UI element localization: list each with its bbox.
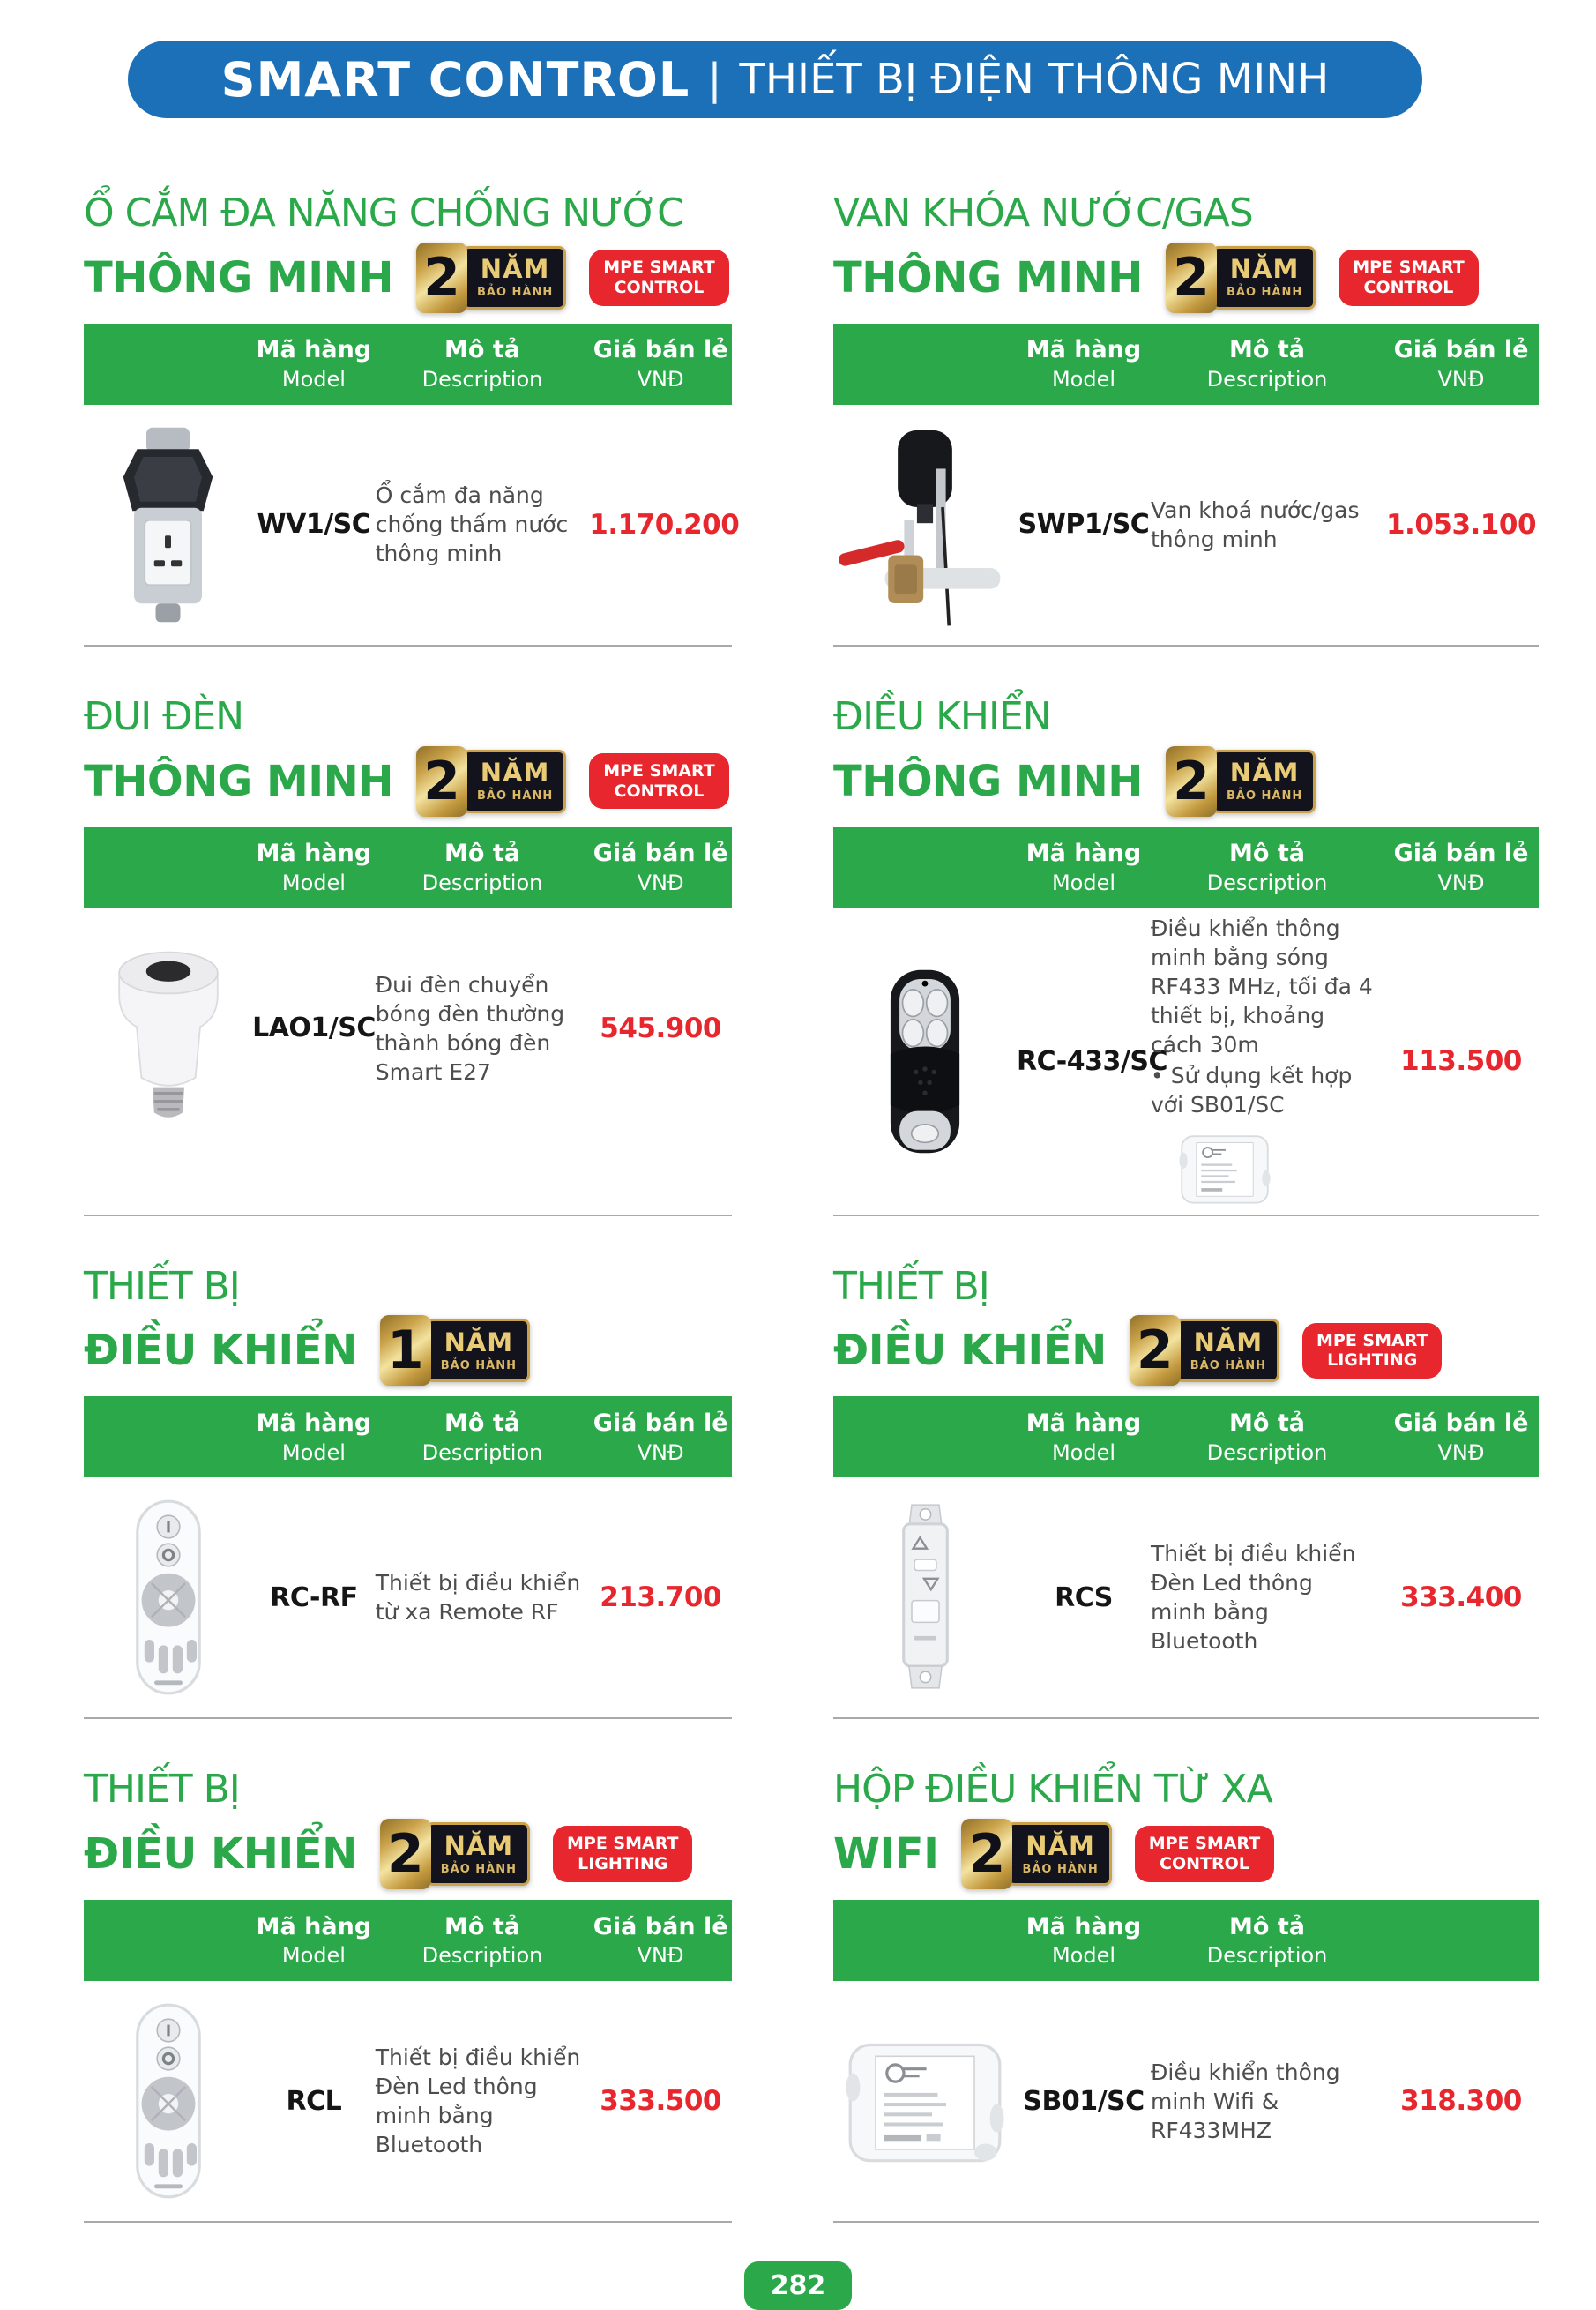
product-price: 318.300 <box>1400 2085 1522 2118</box>
section-title <box>833 694 1539 819</box>
section-divider <box>84 2221 732 2223</box>
product-row <box>84 1981 732 2221</box>
section-title-line1: THIẾT BỊ <box>84 1767 240 1813</box>
section-title-line2: ĐIỀU KHIỂN <box>84 1326 357 1376</box>
section-title <box>833 1264 1539 1388</box>
table-header: Mã hàng Model Mô tả Description Giá bán lẻ VNĐ <box>833 1396 1539 1477</box>
section-title <box>833 191 1539 315</box>
product-price: 1.053.100 <box>1385 508 1537 541</box>
section-title-line1: Ổ CẮM ĐA NĂNG CHỐNG NƯỚC <box>84 191 683 235</box>
mpe-smart-control-badge: MPE SMART CONTROL <box>1135 1826 1274 1882</box>
product-price: 333.400 <box>1400 1581 1522 1614</box>
section-title-line1: VAN KHÓA NƯỚC/GAS <box>833 191 1253 235</box>
section-smart-remote-rf433 <box>833 694 1539 1216</box>
table-header: Mã hàng Model Mô tả Description Giá bán lẻ VNĐ <box>833 827 1539 908</box>
section-title <box>833 1767 1539 1891</box>
product-model: RCS <box>1055 1581 1113 1613</box>
product-image-sb01sc <box>833 2023 1017 2179</box>
section-title <box>84 694 732 819</box>
section-divider <box>833 1717 1539 1719</box>
page-number-badge: 282 <box>744 2261 853 2310</box>
section-control-device-rcl <box>84 1767 732 2223</box>
product-model: SB01/SC <box>1023 2085 1145 2117</box>
section-title-line1: ĐIỀU KHIỂN <box>833 693 1051 739</box>
product-model: LAO1/SC <box>252 1013 376 1044</box>
section-title-line2: ĐIỀU KHIỂN <box>833 1326 1107 1376</box>
mpe-smart-control-badge: MPE SMART CONTROL <box>589 250 728 306</box>
product-row <box>833 405 1539 645</box>
section-title <box>84 1767 732 1891</box>
product-description: Thiết bị điều khiển từ xa Remote RF <box>375 1570 581 1626</box>
table-header: Mã hàng Model Mô tả Description Giá bán lẻ VNĐ <box>84 1900 732 1981</box>
product-description: Điều khiển thông minh Wifi & RF433MHZ <box>1151 2059 1340 2143</box>
table-header: Mã hàng Model Mô tả Description Giá bán lẻ VNĐ <box>84 827 732 908</box>
section-title-line1: ĐUI ĐÈN <box>84 693 244 739</box>
mpe-smart-control-badge: MPE SMART CONTROL <box>1339 250 1478 306</box>
section-control-device-rc-rf <box>84 1264 732 1720</box>
product-description: Thiết bị điều khiển Đèn Led thông minh bằng Bluetooth <box>1151 1541 1356 1655</box>
product-description: Van khoá nước/gas thông minh <box>1151 497 1360 552</box>
product-row <box>84 908 732 1148</box>
section-title-line2: THÔNG MINH <box>84 252 393 303</box>
catalog-grid <box>84 191 1539 2223</box>
product-row <box>84 405 740 645</box>
section-title <box>84 1264 732 1388</box>
product-model: SWP1/SC <box>1018 509 1150 541</box>
warranty-badge: 1 NĂM BẢO HÀNH <box>380 1315 530 1386</box>
banner-divider: | <box>707 55 722 104</box>
warranty-badge: 2 NĂM BẢO HÀNH <box>380 1819 530 1889</box>
mpe-smart-control-badge: MPE SMART CONTROL <box>589 753 728 810</box>
product-image-sb01sc-small <box>1172 1128 1375 1209</box>
product-model: RC-RF <box>270 1581 358 1613</box>
section-title-line1: HỘP ĐIỀU KHIỂN TỪ XA <box>833 1767 1272 1813</box>
product-model: RCL <box>286 2085 342 2117</box>
warranty-badge: 2 NĂM BẢO HÀNH <box>1130 1315 1279 1386</box>
warranty-badge: 2 NĂM BẢO HÀNH <box>416 746 566 817</box>
product-image-lao1sc <box>84 925 252 1132</box>
mpe-smart-lighting-badge: MPE SMART LIGHTING <box>553 1826 692 1882</box>
section-smart-socket <box>84 191 740 647</box>
section-title-line2: THÔNG MINH <box>84 756 393 806</box>
product-description: Đui đèn chuyển bóng đèn thường thành bóng đèn Smart E27 <box>375 971 565 1085</box>
product-image-rc-rf <box>84 1499 252 1696</box>
product-price: 545.900 <box>600 1012 721 1044</box>
warranty-badge: 2 NĂM BẢO HÀNH <box>1166 243 1316 313</box>
product-description: Điều khiển thông minh bằng sóng RF433 MHz, tối đa 4 thiết bị, khoảng cách 30m • Sử dụng kết hợp với SB01/SC <box>1151 914 1383 1209</box>
product-image-swp1sc <box>833 421 1017 629</box>
product-row <box>833 1981 1539 2221</box>
banner-title-bold: SMART CONTROL <box>220 51 690 108</box>
section-control-device-rcs <box>833 1264 1539 1720</box>
mpe-smart-lighting-badge: MPE SMART LIGHTING <box>1302 1323 1442 1379</box>
product-row <box>833 1477 1539 1717</box>
table-header: Mã hàng Model Mô tả Description <box>833 1900 1539 1981</box>
product-model: WV1/SC <box>257 509 371 541</box>
section-divider <box>84 645 732 647</box>
section-title-line2: WIFI <box>833 1829 939 1880</box>
product-description: Ổ cắm đa năng chống thấm nước thông minh <box>375 482 569 567</box>
product-image-wv1sc <box>84 424 252 625</box>
section-wifi-control-box <box>833 1767 1539 2223</box>
section-divider <box>833 1215 1539 1216</box>
warranty-badge: 2 NĂM BẢO HÀNH <box>416 243 566 313</box>
product-row <box>833 908 1539 1215</box>
section-smart-lamp-holder <box>84 694 732 1216</box>
product-price: 1.170.200 <box>589 508 740 541</box>
product-model: RC-433/SC <box>1017 1045 1167 1077</box>
section-title-line2: THÔNG MINH <box>833 252 1143 303</box>
section-divider <box>84 1717 732 1719</box>
warranty-badge: 2 NĂM BẢO HÀNH <box>961 1819 1111 1889</box>
section-divider <box>833 645 1539 647</box>
product-image-rcs <box>833 1502 1017 1693</box>
section-title-line1: THIẾT BỊ <box>833 1263 989 1309</box>
table-header: Mã hàng Model Mô tả Description Giá bán lẻ VNĐ <box>833 324 1539 405</box>
product-row <box>84 1477 732 1717</box>
table-header: Mã hàng Model Mô tả Description Giá bán lẻ VNĐ <box>84 1396 732 1477</box>
section-title-line1: THIẾT BỊ <box>84 1263 240 1309</box>
product-image-rcl <box>84 2002 252 2200</box>
product-description-note: • Sử dụng kết hợp với SB01/SC <box>1151 1062 1353 1118</box>
section-divider <box>833 2221 1539 2223</box>
section-divider <box>84 1215 732 1216</box>
section-title <box>84 191 732 315</box>
product-price: 333.500 <box>600 2085 721 2118</box>
product-description: Thiết bị điều khiển Đèn Led thông minh bằng Bluetooth <box>375 2045 581 2158</box>
section-title-line2: THÔNG MINH <box>833 756 1143 806</box>
product-price: 213.700 <box>600 1581 721 1614</box>
product-price: 113.500 <box>1400 1045 1522 1078</box>
section-water-gas-valve <box>833 191 1539 647</box>
warranty-badge: 2 NĂM BẢO HÀNH <box>1166 746 1316 817</box>
table-header: Mã hàng Model Mô tả Description Giá bán lẻ VNĐ <box>84 324 732 405</box>
product-image-rc433sc <box>833 964 1017 1159</box>
banner-title-light: THIẾT BỊ ĐIỆN THÔNG MINH <box>739 55 1330 104</box>
page-footer <box>0 2261 1596 2310</box>
section-title-line2: ĐIỀU KHIỂN <box>84 1829 357 1880</box>
banner <box>128 41 1422 118</box>
